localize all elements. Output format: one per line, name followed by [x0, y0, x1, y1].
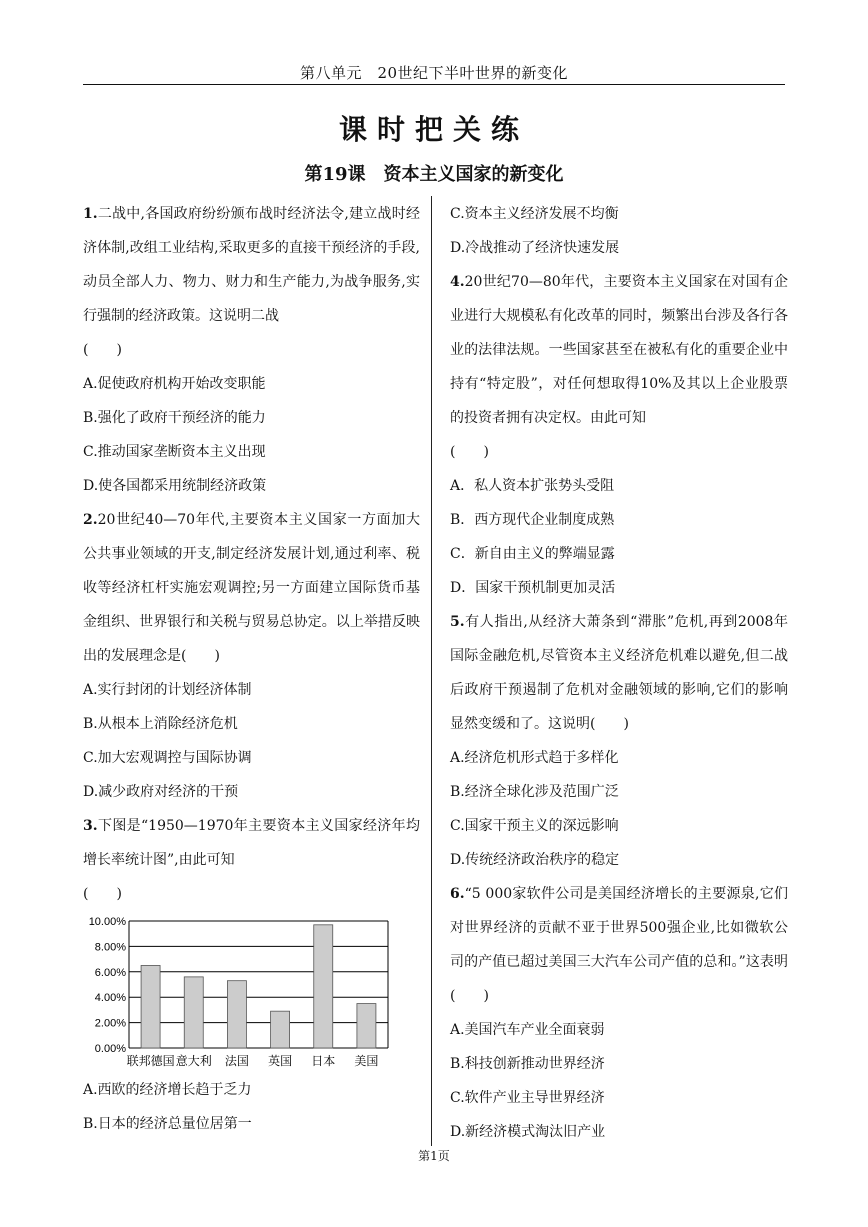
- question-number: 4.: [450, 274, 465, 290]
- y-tick-label: 10.00%: [88, 916, 126, 928]
- option-d[interactable]: D.减少政府对经济的干预: [83, 784, 239, 800]
- question-3-continued: [450, 197, 788, 265]
- question-2: [83, 503, 420, 809]
- question-stem: [83, 197, 420, 333]
- question-text: “5 000家软件公司是美国经济增长的主要源泉,它们对世界经济的贡献不亚于世界500强企业,比如微软公司的产值已超过美国三大汽车公司产值的总和。”这表明( ): [450, 886, 788, 1004]
- y-tick-label: 6.00%: [94, 966, 126, 979]
- lesson-title: 第19课 资本主义国家的新变化: [304, 164, 564, 185]
- question-stem: [83, 809, 420, 877]
- question-6: [450, 877, 788, 1149]
- answer-paren: ( ): [83, 886, 122, 902]
- option-a[interactable]: A.西欧的经济增长趋于乏力: [83, 1082, 252, 1098]
- option-a[interactable]: A.实行封闭的计划经济体制: [83, 682, 252, 698]
- question-text: 下图是“1950—1970年主要资本主义国家经济年均增长率统计图”,由此可知: [83, 818, 420, 868]
- option-a[interactable]: A.促使政府机构开始改变职能: [83, 376, 266, 392]
- option-a[interactable]: A.美国汽车产业全面衰弱: [450, 1022, 605, 1038]
- option-c[interactable]: C.国家干预主义的深远影响: [450, 818, 619, 834]
- bar-chart-svg: [83, 913, 393, 1073]
- header-rule: [83, 84, 785, 85]
- x-tick-label: 意大利: [175, 1054, 212, 1068]
- option-b[interactable]: B.日本的经济总量位居第一: [83, 1116, 252, 1132]
- column-divider: [431, 196, 432, 1146]
- question-stem: [450, 877, 788, 1013]
- option-c[interactable]: C．新自由主义的弊端显露: [450, 546, 615, 562]
- bar: [314, 925, 333, 1048]
- option-d[interactable]: D.新经济模式淘汰旧产业: [450, 1124, 606, 1140]
- question-stem: [450, 265, 788, 435]
- question-number: 3.: [83, 818, 98, 834]
- question-number: 6.: [450, 886, 465, 902]
- bar: [184, 977, 203, 1048]
- bar: [227, 981, 246, 1048]
- option-a[interactable]: A．私人资本扩张势头受阻: [450, 478, 615, 494]
- option-b[interactable]: B.经济全球化涉及范围广泛: [450, 784, 619, 800]
- option-c[interactable]: C.加大宏观调控与国际协调: [83, 750, 252, 766]
- option-d[interactable]: D.传统经济政治秩序的稳定: [450, 852, 620, 868]
- option-b[interactable]: B．西方现代企业制度成熟: [450, 512, 615, 528]
- option-d[interactable]: D.使各国都采用统制经济政策: [83, 478, 267, 494]
- y-tick-label: 4.00%: [94, 992, 126, 1005]
- y-tick-label: 0.00%: [94, 1043, 126, 1055]
- question-stem: [450, 605, 788, 741]
- option-a[interactable]: A.经济危机形式趋于多样化: [450, 750, 619, 766]
- bar: [141, 965, 160, 1048]
- page-title: 课时把关练: [338, 113, 529, 146]
- question-text: 有人指出,从经济大萧条到“滞胀”危机,再到2008年国际金融危机,尽管资本主义经济危机难以避免,但二战后政府干预遏制了危机对金融领域的影响,它们的影响显然变缓和了。这说明( ): [450, 614, 788, 732]
- option-d[interactable]: D．国家干预机制更加灵活: [450, 580, 616, 596]
- left-column: [83, 197, 420, 1141]
- question-number: 5.: [450, 614, 465, 630]
- question-stem: [83, 503, 420, 673]
- question-4: [450, 265, 788, 605]
- x-tick-label: 法国: [224, 1054, 249, 1068]
- option-d[interactable]: D.冷战推动了经济快速发展: [450, 240, 620, 256]
- answer-paren: ( ): [450, 444, 489, 460]
- option-b[interactable]: B.强化了政府干预经济的能力: [83, 410, 266, 426]
- y-tick-label: 2.00%: [94, 1017, 126, 1030]
- option-b[interactable]: B.从根本上消除经济危机: [83, 716, 238, 732]
- x-tick-label: 美国: [354, 1054, 379, 1068]
- growth-rate-chart: [83, 913, 383, 1073]
- x-tick-label: 联邦德国: [126, 1054, 175, 1068]
- option-c[interactable]: C.推动国家垄断资本主义出现: [83, 444, 266, 460]
- question-3: [83, 809, 420, 1141]
- y-tick-label: 8.00%: [94, 941, 126, 954]
- bar: [357, 1004, 376, 1048]
- question-1: [83, 197, 420, 503]
- option-c[interactable]: C.软件产业主导世界经济: [450, 1090, 605, 1106]
- question-text: 20世纪40—70年代,主要资本主义国家一方面加大公共事业领域的开支,制定经济发展计划,通过利率、税收等经济杠杆实施宏观调控;另一方面建立国际货币基金组织、世界银行和关税与贸易总协定。以上举措反映出的发展理念是( ): [83, 512, 420, 664]
- question-text: 二战中,各国政府纷纷颁布战时经济法令,建立战时经济体制,改组工业结构,采取更多的直接干预经济的手段,动员全部人力、物力、财力和生产能力,为战争服务,实行强制的经济政策。这说明二战: [83, 206, 420, 324]
- answer-paren: ( ): [83, 342, 122, 358]
- x-tick-label: 英国: [268, 1054, 293, 1068]
- question-5: [450, 605, 788, 877]
- x-tick-label: 日本: [311, 1054, 336, 1068]
- page-number: 第1页: [418, 1149, 450, 1163]
- question-text: 20世纪70—80年代，主要资本主义国家在对国有企业进行大规模私有化改革的同时，频繁出台涉及各行各业的法律法规。一些国家甚至在被私有化的重要企业中持有“特定股”，对任何想取得10%及其以上企业股票的投资者拥有决定权。由此可知: [450, 274, 788, 426]
- option-c[interactable]: C.资本主义经济发展不均衡: [450, 206, 619, 222]
- question-number: 1.: [83, 206, 98, 222]
- question-number: 2.: [83, 512, 98, 528]
- page-header: 第八单元 20世纪下半叶世界的新变化: [299, 64, 569, 82]
- right-column: [450, 197, 788, 1149]
- option-b[interactable]: B.科技创新推动世界经济: [450, 1056, 605, 1072]
- bar: [271, 1011, 290, 1048]
